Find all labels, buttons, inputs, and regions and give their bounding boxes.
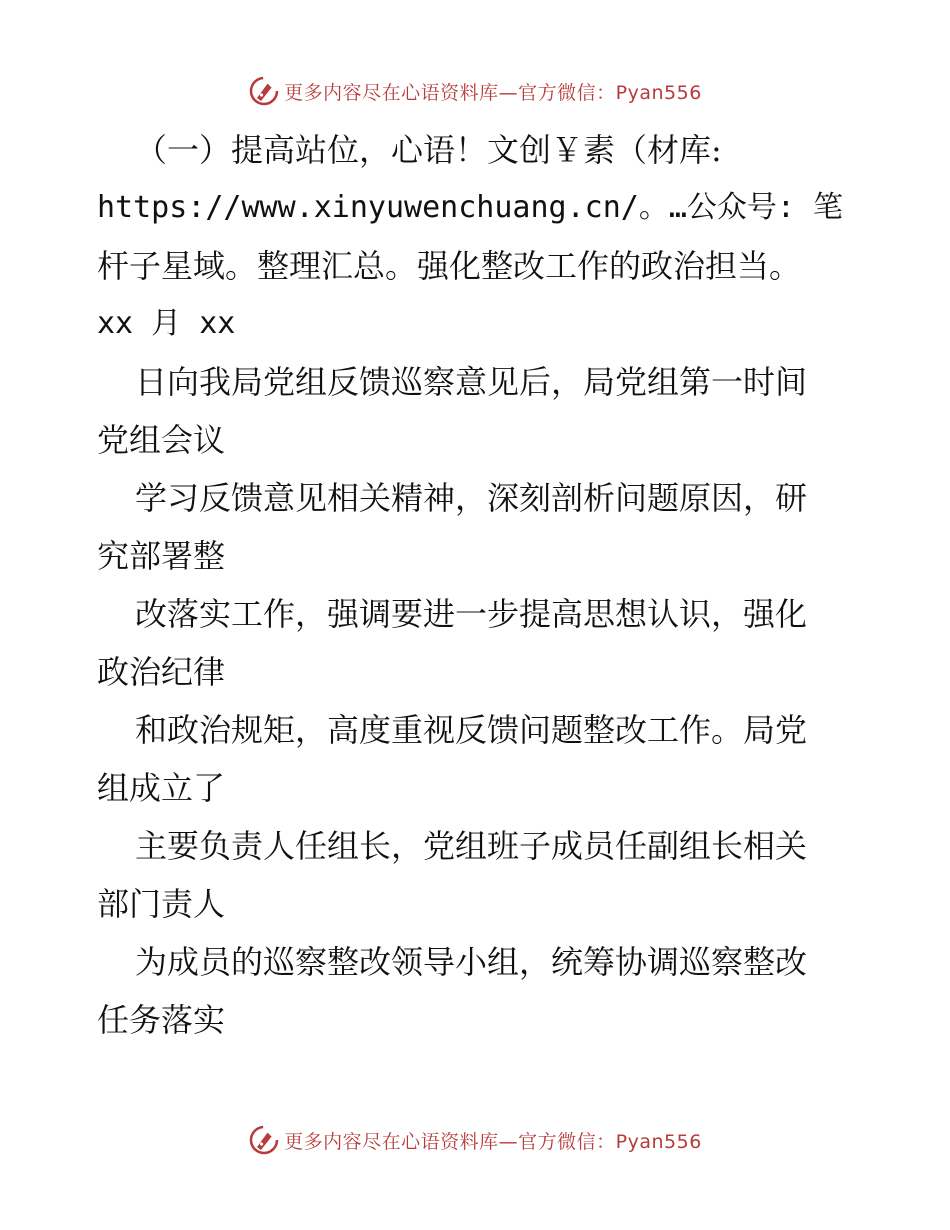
body-line: 主要负责人任组长，党组班子成员任副组长相关 <box>135 827 808 865</box>
body-line: 究部署整 <box>97 537 226 575</box>
body-line: 学习反馈意见相关精神，深刻剖析问题原因，研 <box>135 479 808 517</box>
body-line: 部门责人 <box>97 885 226 923</box>
body-line: （一）提高站位，心语！文创￥素（材库: <box>135 131 722 169</box>
body-line: xx 月 xx <box>97 306 236 341</box>
body-line: 政治纪律 <box>97 653 226 691</box>
body-line: 改落实工作，强调要进一步提高思想认识，强化 <box>135 595 808 633</box>
body-line: 组成立了 <box>97 769 226 807</box>
footer-banner <box>0 1120 950 1160</box>
body-line: https://www.xinyuwenchuang.cn/。…公众号: 笔 <box>97 190 844 225</box>
document-body <box>97 121 857 1049</box>
body-line: 党组会议 <box>97 421 226 459</box>
body-line: 和政治规矩，高度重视反馈问题整改工作。局党 <box>135 711 808 749</box>
footer-banner-text: 更多内容尽在心语资料库—官方微信：Pyan556 <box>284 1130 702 1153</box>
body-line: 为成员的巡察整改领导小组，统筹协调巡察整改 <box>135 943 808 981</box>
body-line: 杆子星域。整理汇总。强化整改工作的政治担当。 <box>97 247 802 285</box>
body-line: 任务落实 <box>97 1001 226 1039</box>
pen-nib-logo-icon <box>248 75 280 107</box>
header-banner-text: 更多内容尽在心语资料库—官方微信：Pyan556 <box>284 81 702 104</box>
pen-nib-logo-icon <box>248 1124 280 1156</box>
header-banner <box>0 71 950 111</box>
body-line: 日向我局党组反馈巡察意见后，局党组第一时间 <box>135 363 808 401</box>
